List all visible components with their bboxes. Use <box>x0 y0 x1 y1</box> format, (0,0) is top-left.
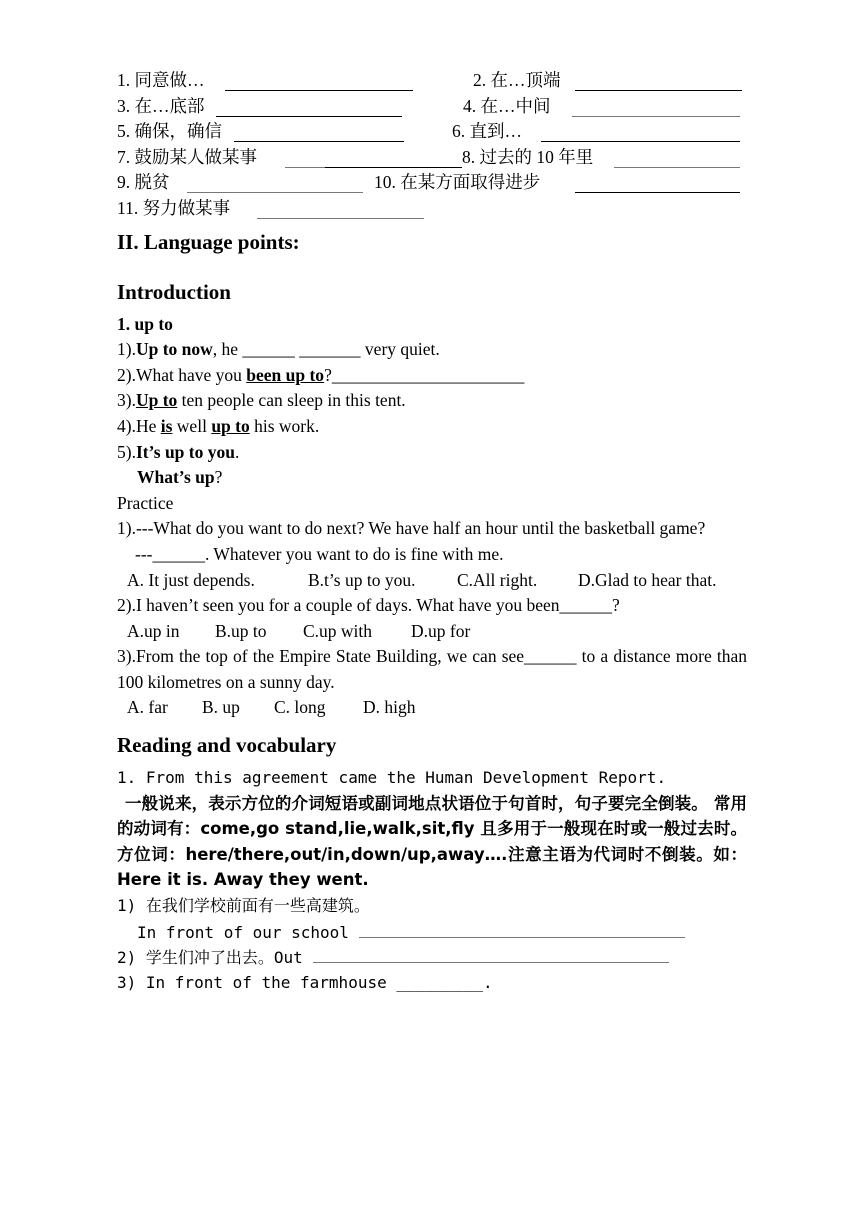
answer-blank[interactable] <box>359 919 685 938</box>
vocab-item-6: 6. 直到… <box>452 121 522 142</box>
option-a[interactable]: A. It just depends. <box>127 569 255 590</box>
example-2: 2).What have you been up to?______________________ <box>117 364 525 385</box>
example-5: 5).It’s up to you. <box>117 441 240 462</box>
example-3: 3).Up to ten people can sleep in this tent. <box>117 390 406 411</box>
answer-blank[interactable] <box>216 98 402 117</box>
reading-heading: Reading and vocabulary <box>117 733 337 758</box>
option-c[interactable]: C. long <box>274 697 326 718</box>
vocab-row-5 <box>117 170 747 196</box>
answer-blank[interactable] <box>575 72 742 91</box>
option-b[interactable]: B.t’s up to you. <box>308 569 416 590</box>
answer-blank[interactable] <box>225 72 413 91</box>
example-1: 1).Up to now, he ______ _______ very quiet. <box>117 339 440 360</box>
worksheet-page <box>117 68 747 995</box>
vocab-item-3: 3. 在…底部 <box>117 95 205 116</box>
option-c[interactable]: C.All right. <box>457 569 538 590</box>
answer-blank[interactable] <box>285 149 325 168</box>
question-1: 1).---What do you want to do next? We have half an hour until the basketball game? <box>117 518 706 539</box>
option-a[interactable]: A.up in <box>127 620 180 641</box>
intro-heading: Introduction <box>117 279 231 304</box>
option-b[interactable]: B.up to <box>215 620 267 641</box>
question-2-options <box>117 619 747 645</box>
vocab-row-6 <box>117 196 747 222</box>
vocab-item-4: 4. 在…中间 <box>463 95 551 116</box>
section-heading: II. Language points: <box>117 229 300 254</box>
vocab-row-2 <box>117 94 747 120</box>
option-a[interactable]: A. far <box>127 697 168 718</box>
vocab-item-5: 5. 确保，确信 <box>117 121 222 142</box>
option-d[interactable]: D. high <box>363 697 416 718</box>
vocab-item-7: 7. 鼓励某人做某事 <box>117 146 257 167</box>
question-2: 2).I haven’t seen you for a couple of days. What have you been______? <box>117 595 620 616</box>
vocab-item-11: 11. 努力做某事 <box>117 197 231 218</box>
answer-blank[interactable] <box>313 944 669 963</box>
option-c[interactable]: C.up with <box>303 620 373 641</box>
question-3-options <box>117 695 747 721</box>
exercise-1-cn: 1) 在我们学校前面有一些高建筑。 <box>117 896 370 916</box>
vocab-row-1 <box>117 68 747 94</box>
answer-blank[interactable] <box>572 98 740 117</box>
answer-blank[interactable] <box>541 123 740 142</box>
question-1-answer: ---______. Whatever you want to do is fine with me. <box>135 543 504 564</box>
answer-blank[interactable] <box>234 123 404 142</box>
exercise-3: 3) In front of the farmhouse _________. <box>117 972 493 992</box>
option-b[interactable]: B. up <box>202 697 240 718</box>
exercise-2: 2) 学生们冲了出去。Out <box>117 944 747 970</box>
vocab-row-4 <box>117 145 747 171</box>
practice-label: Practice <box>117 492 174 513</box>
option-d[interactable]: D.up for <box>411 620 471 641</box>
point-title: 1. up to <box>117 313 173 334</box>
vocab-row-3 <box>117 119 747 145</box>
exercise-1-en: In front of our school <box>117 919 747 945</box>
example-4: 4).He is well up to his work. <box>117 415 320 436</box>
answer-blank[interactable] <box>325 149 462 168</box>
question-1-options <box>117 568 747 594</box>
vocab-item-2: 2. 在…顶端 <box>473 70 561 90</box>
answer-blank[interactable] <box>614 149 740 168</box>
grammar-explanation: 一般说来，表示方位的介词短语或副词地点状语位于句首时，句子要完全倒装。 常用的动词有：come,go stand,lie,walk,sit,fly 且多用于一般现在时或一般过去时。方位词：here/there,out/in,down/up,away….注意主语为代词时不倒装。如：Here it is. Away they went. <box>117 793 747 890</box>
question-3: 3).From the top of the Empire State Building, we can see______ to a distance more than 100 kilometres on a sunny day. <box>117 646 747 692</box>
reading-point-1: 1. From this agreement came the Human Development Report. <box>117 768 667 788</box>
vocab-item-8: 8. 过去的 10 年里 <box>462 146 594 167</box>
option-d[interactable]: D.Glad to hear that. <box>578 569 717 590</box>
answer-blank[interactable] <box>187 174 363 193</box>
answer-blank[interactable] <box>575 174 740 193</box>
answer-blank[interactable] <box>257 200 424 219</box>
vocab-item-10: 10. 在某方面取得进步 <box>374 172 541 193</box>
vocab-item-9: 9. 脱贫 <box>117 172 170 193</box>
example-6: What’s up? <box>137 467 223 488</box>
vocab-item-1: 1. 同意做… <box>117 70 205 90</box>
